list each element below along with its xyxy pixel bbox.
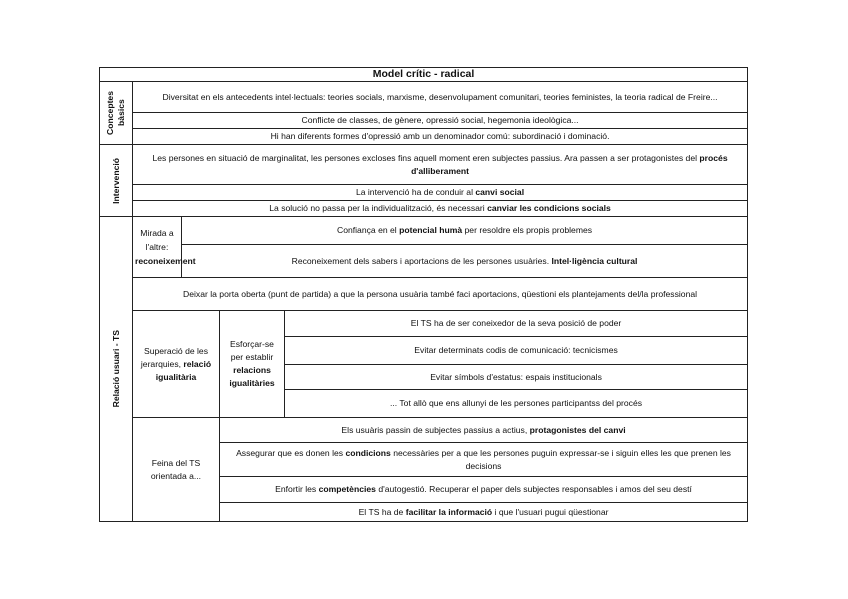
- table-row: [100, 82, 748, 113]
- model-table: [99, 67, 748, 522]
- feina-label: Feina del TS orientada a...: [133, 418, 220, 522]
- title-row: [100, 68, 748, 82]
- superacio-row-4: ... Tot allò que ens allunyi de les persones participantss del procés: [285, 390, 748, 418]
- feina-row-2: Assegurar que es donen les condicions necessàries per a que les persones puguin expressar-se i siguin elles les que prenen les decisions: [220, 443, 748, 477]
- mirada-row-2: Reconeixement dels sabers i aportacions de les persones usuàries. Intel·ligència cultural: [182, 245, 748, 278]
- table-row: [100, 245, 748, 278]
- mirada-label: Mirada a l'altre: reconeixement: [133, 217, 182, 278]
- conceptes-row-1: Diversitat en els antecedents intel·lectuals: teories socials, marxisme, desenvolupament comunitari, teories feministes, la teoria radical de Freire...: [133, 82, 748, 113]
- section-label-conceptes: Conceptes bàsics: [100, 82, 133, 145]
- table-row: [100, 418, 748, 443]
- intervencio-row-3: La solució no passa per la individualització, és necessari canviar les condicions socials: [133, 201, 748, 217]
- table-row: [100, 129, 748, 145]
- feina-row-1: Els usuàris passin de subjectes passius a actius, protagonistes del canvi: [220, 418, 748, 443]
- table-title: Model crític - radical: [100, 68, 748, 82]
- superacio-row-1: El TS ha de ser coneixedor de la seva posició de poder: [285, 311, 748, 337]
- feina-row-3: Enfortir les competències d'autogestió. Recuperar el paper dels subjectes responsables i amos del seu destí: [220, 477, 748, 503]
- table-row: [100, 278, 748, 311]
- table-row: [100, 311, 748, 337]
- section-label-intervencio: Intervenció: [100, 145, 133, 217]
- feina-row-4: El TS ha de facilitar la informació i que l'usuari pugui qüestionar: [220, 503, 748, 522]
- superacio-sub-label: Esforçar-se per establir relacions igualitàries: [220, 311, 285, 418]
- superacio-label: Superació de les jerarquies, relació igualitària: [133, 311, 220, 418]
- superacio-row-3: Evitar símbols d'estatus: espais institucionals: [285, 365, 748, 390]
- mirada-row-1: Confiança en el potencial humà per resoldre els propis problemes: [182, 217, 748, 245]
- intervencio-row-2: La intervenció ha de conduir al canvi social: [133, 185, 748, 201]
- superacio-row-2: Evitar determinats codis de comunicació: tecnicismes: [285, 337, 748, 365]
- table-row: [100, 145, 748, 185]
- conceptes-row-2: Conflicte de classes, de gènere, opressió social, hegemonia ideològica...: [133, 113, 748, 129]
- table-row: [100, 113, 748, 129]
- section-label-relacio: Relació usuari - TS: [100, 217, 133, 522]
- intervencio-row-1: Les persones en situació de marginalitat, les persones excloses fins aquell moment eren subjectes passius. Ara passen a ser protagonistes del procés d'alliberament: [133, 145, 748, 185]
- table-row: [100, 201, 748, 217]
- table-row: [100, 217, 748, 245]
- table-row: [100, 185, 748, 201]
- conceptes-row-3: Hi han diferents formes d'opressió amb un denominador comú: subordinació i dominació.: [133, 129, 748, 145]
- mirada-row-3: Deixar la porta oberta (punt de partida) a que la persona usuària també faci aportacions, qüestioni els plantejaments del/la professional: [133, 278, 748, 311]
